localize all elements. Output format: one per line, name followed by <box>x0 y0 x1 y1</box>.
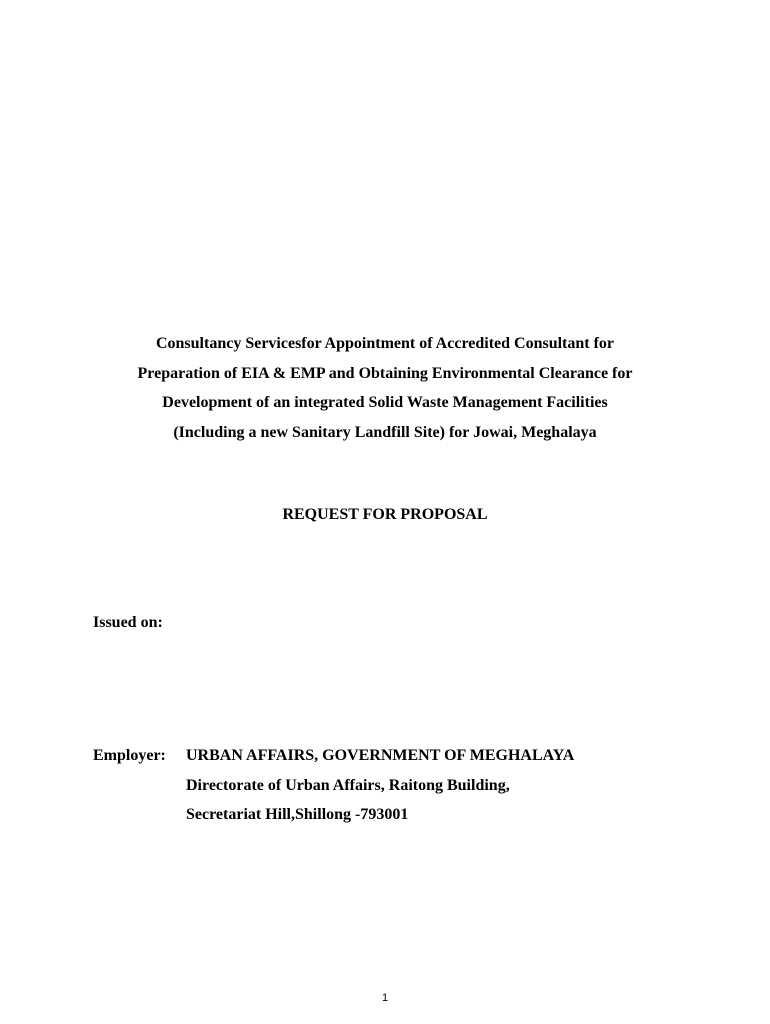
document-subtitle: REQUEST FOR PROPOSAL <box>282 506 488 523</box>
employer-label: Employer: <box>93 747 166 764</box>
employer-address <box>186 743 574 832</box>
employer-line-2: Directorate of Urban Affairs, Raitong Building, <box>186 776 510 794</box>
employer-line-1: URBAN AFFAIRS, GOVERNMENT OF MEGHALAYA <box>186 747 575 764</box>
page-number: 1 <box>381 992 389 1004</box>
title-line-3: Development of an integrated Solid Waste Management Facilities <box>162 394 608 411</box>
title-line-4: (Including a new Sanitary Landfill Site) for Jowai, Meghalaya <box>173 423 597 441</box>
issued-on-label: Issued on: <box>93 614 163 631</box>
employer-line-3: Secretariat Hill,Shillong -793001 <box>186 806 409 823</box>
document-title <box>0 329 770 447</box>
title-line-2: Preparation of EIA & EMP and Obtaining Environmental Clearance for <box>137 364 633 382</box>
title-line-1: Consultancy Servicesfor Appointment of Accredited Consultant for <box>155 335 615 352</box>
